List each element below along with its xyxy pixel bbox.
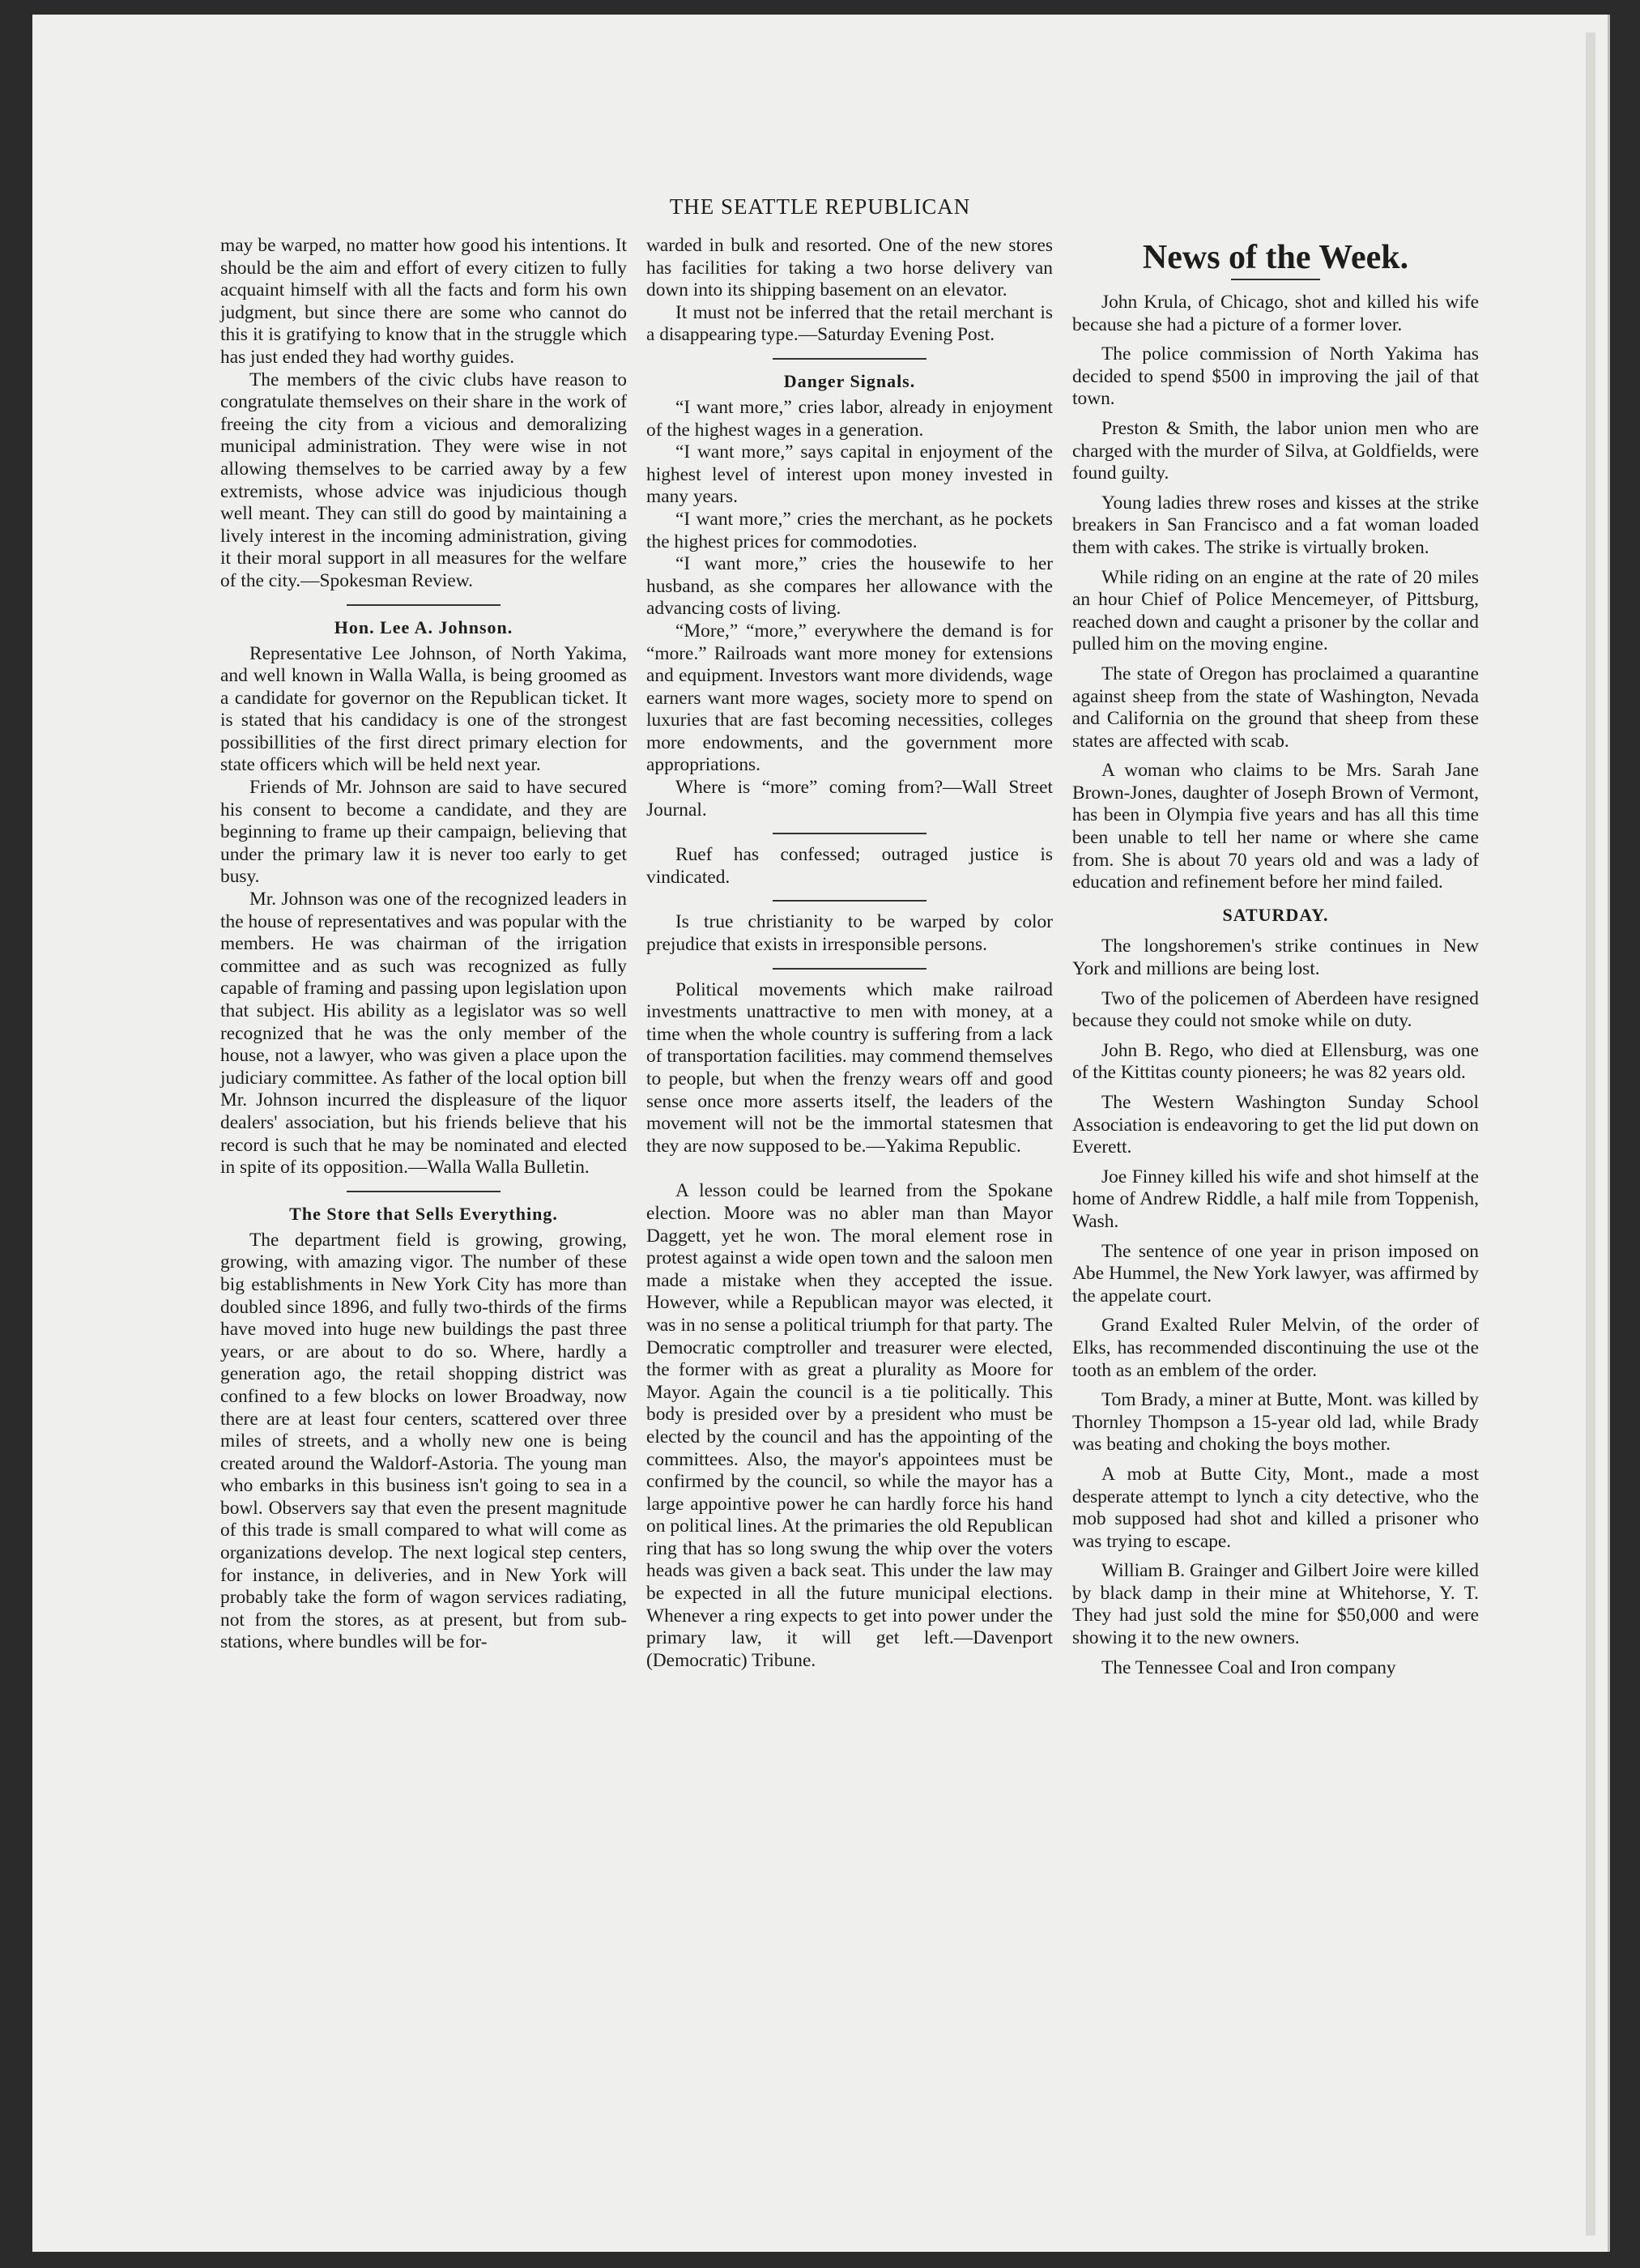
news-item: Grand Exalted Ruler Melvin, of the order of Elks, has recommended discontinuing the use ot the tooth as an emblem of the order. [1072,1315,1479,1381]
paragraph: It must not be inferred that the retail merchant is a disappearing type.—Saturday Evening Post. [646,301,1053,346]
news-item: Preston & Smith, the labor union men who are charged with the murder of Silva, at Goldfields, were found guilty. [1072,417,1479,484]
news-item: A woman who claims to be Mrs. Sarah Jane Brown-Jones, daughter of Joseph Brown of Vermont, has been in Olympia five years and has all this time been unable to tell her name or where she came from. She is about 70 years old and was a lady of education and refinement before her mind failed. [1072,760,1479,893]
column-1 [220,235,627,1654]
divider [773,358,926,360]
paragraph: “I want more,” says capital in enjoyment of the highest level of interest upon money invested in many years. [646,441,1053,508]
spacer [773,1169,926,1170]
news-item: The sentence of one year in prison imposed on Abe Hummel, the New York lawyer, was affirmed by the appelate court. [1072,1240,1479,1307]
column-3 [1072,235,1479,1679]
section-title: News of the Week. [1142,239,1409,276]
news-item: A mob at Butte City, Mont., made a most desperate attempt to lynch a city detective, who the mob supposed had shot and killed a prisoner who was trying to escape. [1072,1463,1479,1552]
paragraph: Where is “more” coming from?—Wall Street Journal. [646,777,1053,821]
divider [773,833,926,834]
news-item: John B. Rego, who died at Ellensburg, was one of the Kittitas county pioneers; he was 82 years old. [1072,1039,1479,1084]
column-2 [646,235,1053,1672]
divider [347,604,501,606]
paragraph: “I want more,” cries labor, already in enjoyment of the highest wages in a generation. [646,396,1053,441]
paragraph: The members of the civic clubs have reason to congratulate themselves on their share in the work of freeing the city from a vicious and demoralizing municipal administration. They were wise in not allowing themselves to be carried away by a few extremists, whose advice was injudicious though well meant. They can still do good by maintaining a lively interest in the incoming administration, giving it their moral support in all measures for the welfare of the city.—Spokesman Review. [220,369,627,591]
article-heading-store: The Store that Sells Everything. [289,1203,558,1224]
day-heading: SATURDAY. [1222,904,1329,925]
news-item: Young ladies threw roses and kisses at the strike breakers in San Francisco and a fat woman loaded them with cakes. The strike is virtually broken. [1072,492,1479,558]
divider [773,968,926,970]
paragraph: may be warped, no matter how good his intentions. It should be the aim and effort of every citizen to fully acquaint himself with all the facts and form his own judgment, but since there are some who cannot do this it is gratifying to know that in the struggle which has just ended they had worthy guides. [220,235,627,368]
paragraph: “I want more,” cries the merchant, as he pockets the highest prices for commodoties. [646,508,1053,552]
news-item: The state of Oregon has proclaimed a quarantine against sheep from the state of Washington, Nevada and California on the ground that sheep from these states are affected with scab. [1072,663,1479,752]
news-item: Joe Finney killed his wife and shot himself at the home of Andrew Riddle, a half mile from Toppenish, Wash. [1072,1166,1479,1232]
paragraph: “More,” “more,” everywhere the demand is for “more.” Railroads want more money for extensions and equipment. Investors want more dividends, wage earners want more wages, society more to spend on luxuries that are fast becoming necessities, colleges more endowments, and the government more appropriations. [646,620,1053,776]
newspaper-page [32,15,1608,2252]
news-item: William B. Grainger and Gilbert Joire were killed by black damp in their mine at Whitehorse, Y. T. They had just sold the mine for $50,000 and were showing it to the new owners. [1072,1560,1479,1649]
news-item: While riding on an engine at the rate of 20 miles an hour Chief of Police Mencemeyer, of Pittsburg, reached down and caught a prisoner by the collar and pulled him on the moving engine. [1072,566,1479,655]
masthead: THE SEATTLE REPUBLICAN [669,194,971,219]
news-item: Tom Brady, a miner at Butte, Mont. was killed by Thornley Thompson a 15-year old lad, while Brady was beating and choking the boys mother. [1072,1389,1479,1456]
article-heading-danger: Danger Signals. [783,370,916,391]
paragraph: warded in bulk and resorted. One of the new stores has facilities for taking a two horse delivery van down into its shipping basement on an elevator. [646,235,1053,301]
divider [773,900,926,902]
news-item: The police commission of North Yakima has decided to spend $500 in improving the jail of that town. [1072,343,1479,410]
news-item: Two of the policemen of Aberdeen have resigned because they could not smoke while on duty. [1072,987,1479,1032]
paragraph: “I want more,” cries the housewife to her husband, as she compares her allowance with the advancing costs of living. [646,553,1053,620]
news-item: The longshoremen's strike continues in New York and millions are being lost. [1072,936,1479,980]
paragraph: Friends of Mr. Johnson are said to have secured his consent to become a candidate, and they are beginning to frame up their campaign, believing that under the primary law it is never too early to get busy. [220,777,627,888]
divider [347,1191,501,1192]
paragraph: Representative Lee Johnson, of North Yakima, and well known in Walla Walla, is being groomed as a candidate for governor on the Republican ticket. It is stated that his candidacy is one of the strongest possibillities of the first direct primary election for state officers which will be held next year. [220,642,627,776]
news-item: The Tennessee Coal and Iron company [1101,1656,1396,1678]
article-heading-johnson: Hon. Lee A. Johnson. [334,616,513,637]
paragraph: A lesson could be learned from the Spokane election. Moore was no abler man than Mayor Daggett, yet he won. The moral element rose in protest against a wide open town and the saloon men made a mistake when they accepted the issue. However, while a Republican mayor was elected, it was in no sense a political triumph for that party. The Democratic comptroller and treasurer were elected, the former with as great a plurality as Moore for Mayor. Again the council is a tie politically. This body is presided over by a president who must be elected by the council and has the appointing of the committees. Also, the mayor's appointees must be confirmed by the council, so while the mayor has a large appointive power he can hardly force his hand on political lines. At the primaries the old Republican ring that has so long swung the whip over the voters heads was given a back seat. This under the law may be expected in all the future municipal elections. Whenever a ring expects to get into power under the primary law, it will get left.—Davenport (Democratic) Tribune. [646,1180,1053,1671]
divider [1231,279,1320,280]
news-item: The Western Washington Sunday School Association is endeavoring to get the lid put down on Everett. [1072,1092,1479,1158]
news-item: John Krula, of Chicago, shot and killed his wife because she had a picture of a former lover. [1072,292,1479,335]
paragraph: Is true christianity to be warped by color prejudice that exists in irresponsible persons. [646,911,1053,956]
paragraph: Mr. Johnson was one of the recognized leaders in the house of representatives and was popular with the members. He was chairman of the irrigation committee and as such was recognized as fully capable of framing and passing upon legislation upon that subject. His ability as a legislator was so well recognized that he was the only member of the house, not a lawyer, who was given a place upon the judiciary committee. As father of the local option bill Mr. Johnson incurred the displeasure of the liquor dealers' association, but his friends believe that his record is such that he may be nominated and elected in spite of its opposition.—Walla Walla Bulletin. [220,889,627,1179]
paragraph: Ruef has confessed; outraged justice is vindicated. [646,844,1053,888]
paragraph: The department field is growing, growing, growing, with amazing vigor. The number of these big establishments in New York City has more than doubled since 1896, and fully two-thirds of the firms have moved into huge new buildings the past three years, or are about to do so. Where, hardly a generation ago, the retail shopping district was confined to a few blocks on lower Broadway, now there are at least four centers, scattered over three miles of streets, and a wholly new one is being created around the Waldorf-Astoria. The young man who embarks in this business isn't going to sea in a bowl. Observers say that even the present magnitude of this trade is small compared to what will come as organizations develop. The next logical step centers, for instance, in deliveries, and in New York will probably take the form of wagon services radiating, not from the stores, as at present, but from sub-stations, where bundles will be for- [220,1229,627,1653]
paragraph: Political movements which make railroad investments unattractive to men with money, at a time when the whole country is suffering from a lack of transportation facilities. may commend themselves to people, but when the frenzy wears off and good sense once more asserts itself, the leaders of the movement will not be the immortal statesmen that they are now supposed to be.—Yakima Republic. [646,978,1053,1157]
